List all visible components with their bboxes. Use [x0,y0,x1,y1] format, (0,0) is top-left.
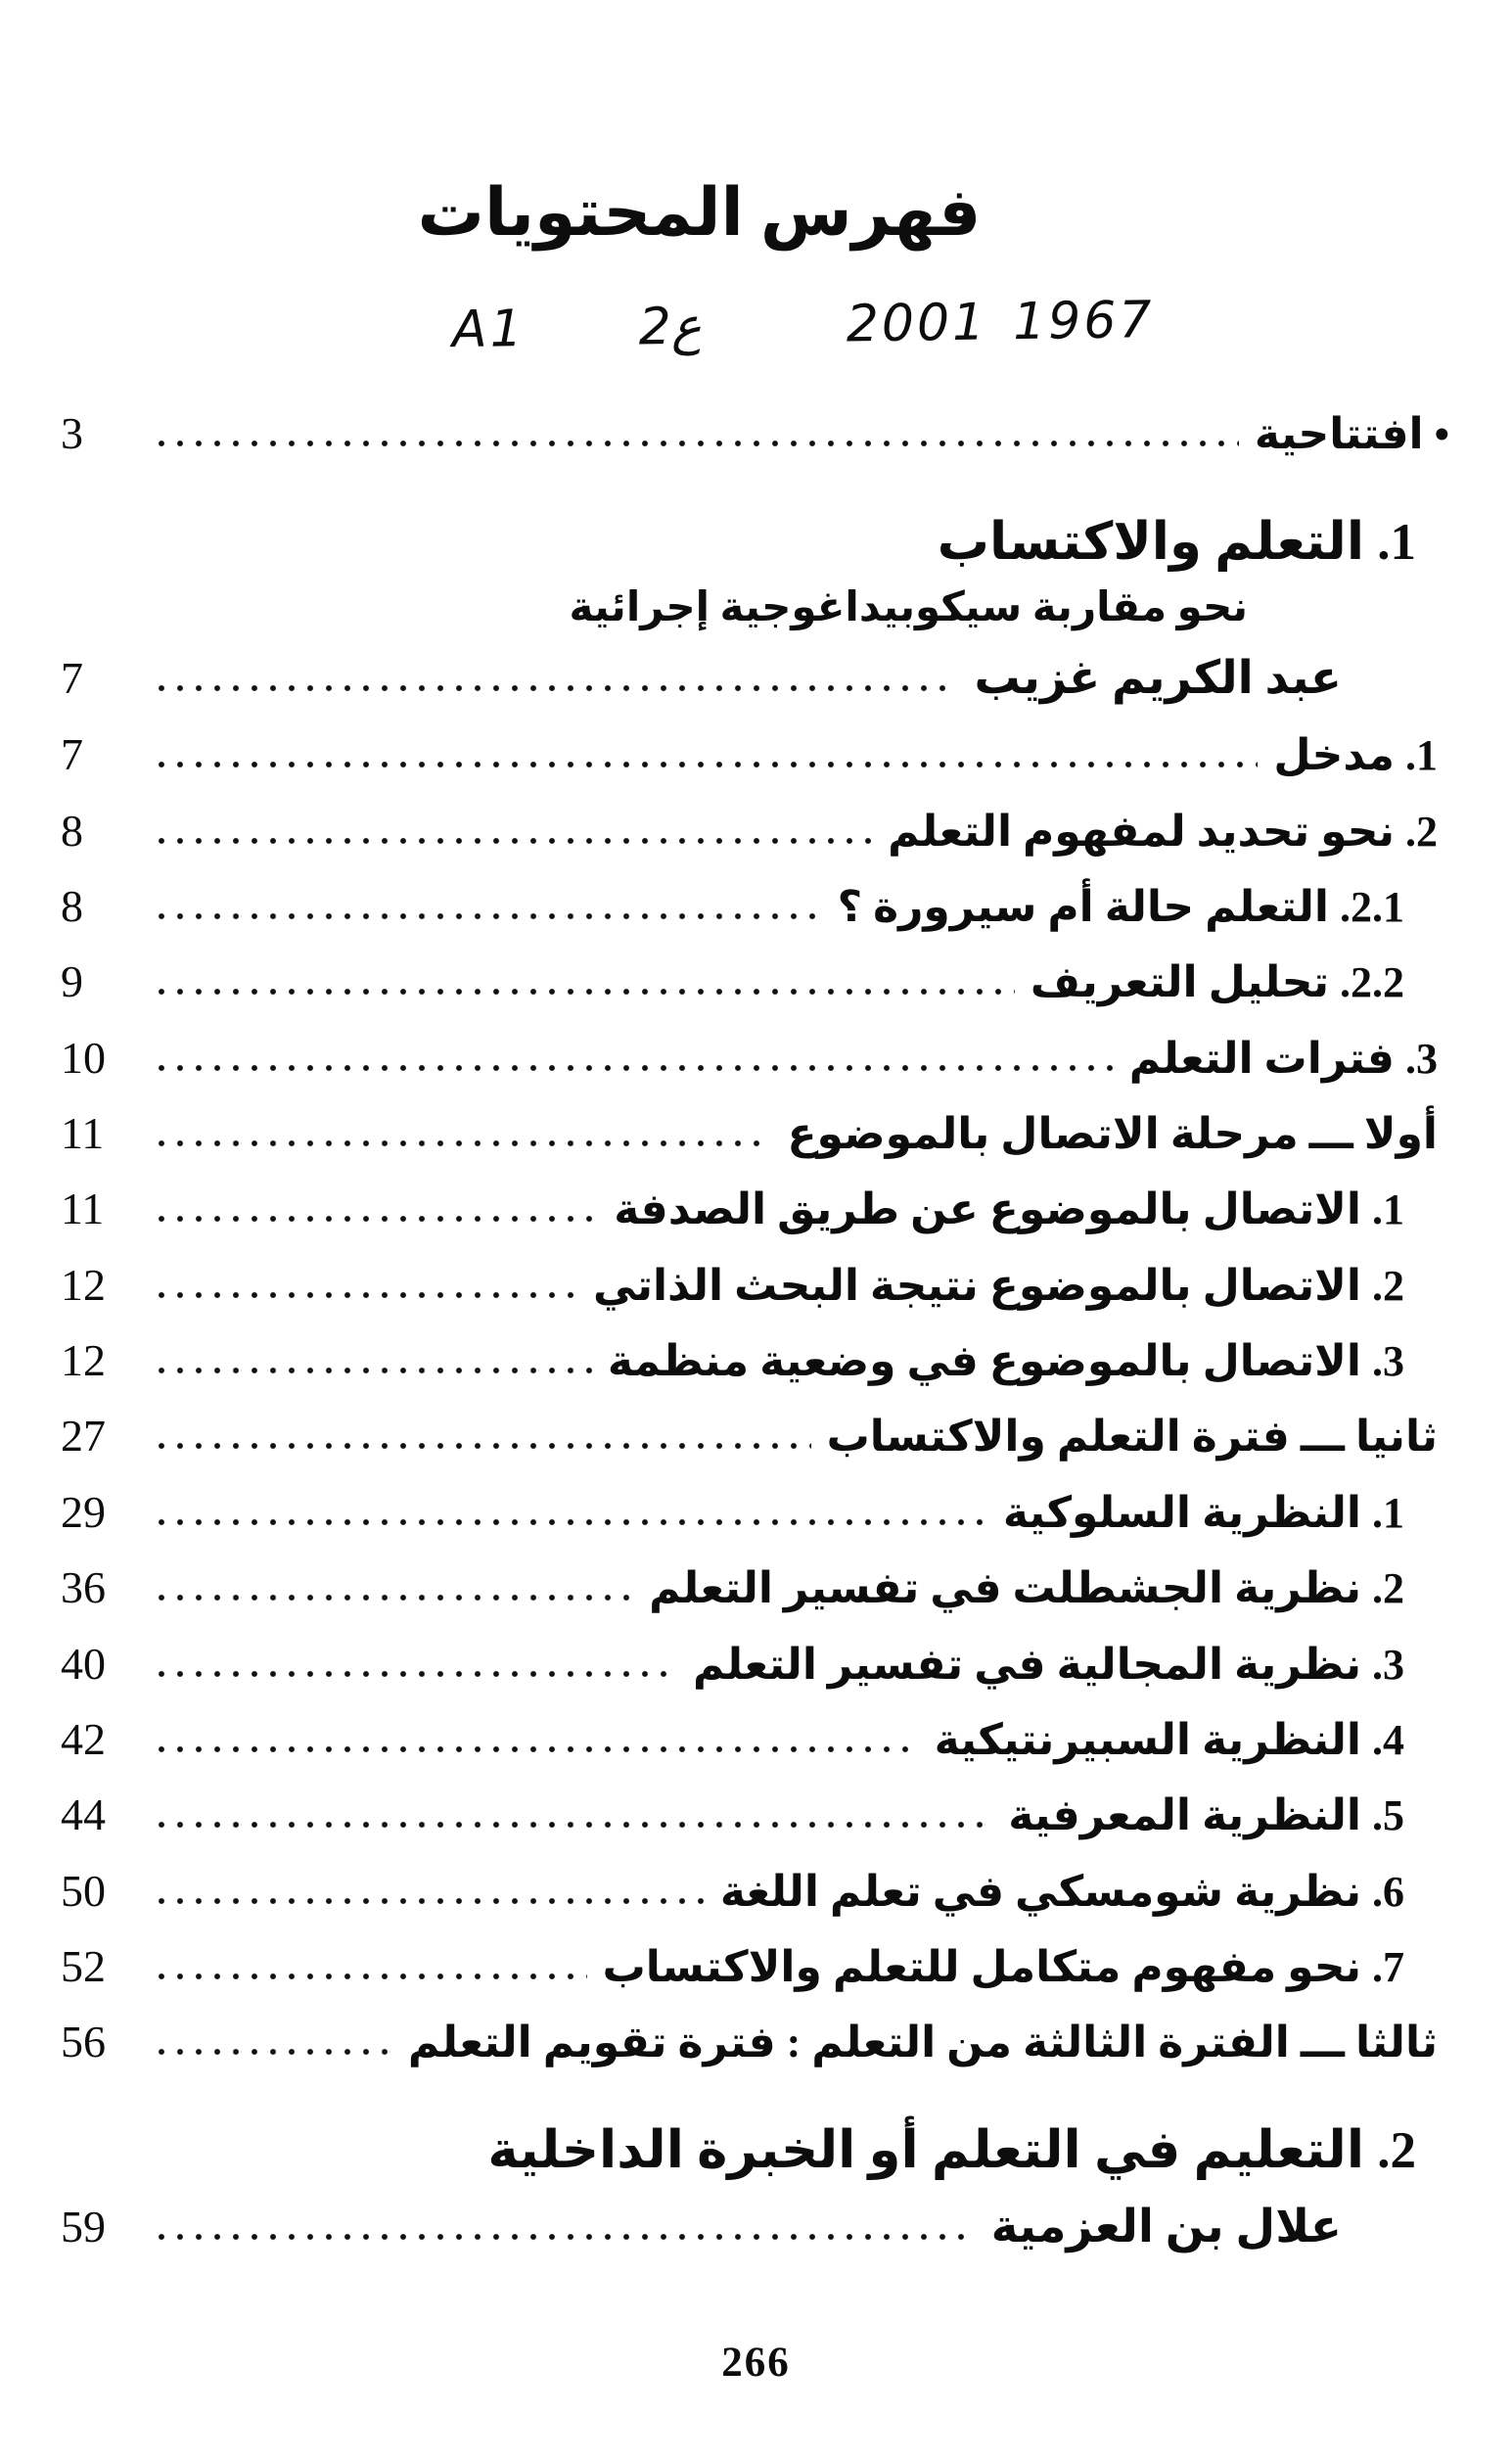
toc-entry-page: 3 [61,408,83,459]
toc-entry-page: 40 [61,1638,106,1689]
toc-entry-label: 1. الاتصال بالموضوع عن طريق الصدفة [614,1185,1404,1234]
toc-entry-label: 7. نحو مفهوم متكامل للتعلم والاكتساب [602,1943,1404,1991]
toc-entry-page: 29 [61,1486,106,1537]
toc-entry-label: 4. النظرية السبيرنتيكية [934,1715,1404,1764]
toc-entry-label: 1. النظرية السلوكية [1002,1488,1404,1537]
toc-row [61,1410,1451,1462]
toc-entry-label: 2. نحو تحديد لمفهوم التعلم [888,807,1438,856]
toc-entry-label: 2. التعليم في التعلم أو الخبرة الداخلية [487,2121,1416,2179]
toc-entry-page: 52 [61,1941,106,1991]
toc-row [61,1107,1451,1159]
toc-entry-label: 6. نظرية شومسكي في تعلم اللغة [719,1867,1404,1916]
toc-row [61,407,1451,459]
toc-entry-label: 2. نظرية الجشطلت في تفسير التعلم [649,1564,1404,1613]
dotted-leader [159,1972,587,1981]
dotted-leader [159,1517,987,1527]
dotted-leader [159,1896,705,1906]
dotted-leader [159,683,958,693]
dotted-leader [159,760,1258,769]
handwritten-inscription [452,287,1452,359]
toc-entry-page: 11 [61,1184,105,1234]
toc-row [61,1032,1451,1084]
toc-row [61,1940,1451,1992]
toc-entry-page: 12 [61,1259,106,1310]
toc-row [61,728,1451,780]
toc-entry-page: 27 [61,1411,106,1462]
toc-row [61,513,1451,573]
toc-entry-label: علال بن العزمية [990,2202,1342,2253]
dotted-leader [159,1214,598,1224]
dotted-leader [159,2047,392,2057]
toc-row [61,1865,1451,1917]
toc-entry-label: ثالثا ـــ الفترة الثالثة من التعلم : فترة تقويم التعلم [407,2019,1438,2067]
inscription-token: 2001 [846,293,988,354]
toc-entry-page: 36 [61,1562,106,1613]
toc-entry-page: 59 [61,2202,106,2252]
toc-row [61,805,1451,857]
footer-page-number: 266 [721,2340,791,2386]
toc-entry-label: 1. مدخل [1273,731,1438,780]
toc-entry-label: ثانيا ـــ فترة التعلم والاكتساب [826,1413,1438,1462]
toc-entry-label: أولا ـــ مرحلة الاتصال بالموضوع [787,1110,1438,1159]
toc-entry-page: 8 [61,880,83,931]
toc-row [61,2016,1451,2067]
toc-entry-page: 12 [61,1335,106,1386]
toc-row [61,1788,1451,1840]
toc-row [61,1334,1451,1386]
dotted-leader [159,439,1239,448]
toc-row [61,1486,1451,1538]
toc-row [61,2121,1451,2181]
inscription-token: 1967 [1012,291,1155,352]
toc-row [61,1638,1451,1690]
toc-entry-label: 2.1. التعلم حالة أم سيرورة ؟ [837,882,1404,931]
toc-entry-page: 44 [61,1789,106,1840]
toc-entry-page: 7 [61,729,83,780]
toc-entry-page: 11 [61,1108,105,1159]
toc-entry-page: 8 [61,805,83,856]
toc-entry-label: • افتتاحية [1254,410,1449,459]
dotted-leader [159,1669,677,1679]
toc-row [61,584,1451,632]
toc-entry-page: 50 [61,1865,106,1916]
inscription-token: 2ع [638,297,703,357]
toc-entry-label: 1. التعلم والاكتساب [937,513,1416,571]
toc-entry-page: 10 [61,1032,106,1083]
toc-entry-label: عبد الكريم غزيب [974,652,1342,704]
dotted-leader [159,1744,919,1754]
toc-row [61,2201,1451,2254]
dotted-leader [159,1063,1114,1073]
toc-row [61,955,1451,1007]
toc-entry-page: 42 [61,1713,106,1764]
dotted-leader [159,1366,592,1375]
toc-entry-label: 3. فترات التعلم [1128,1034,1438,1083]
toc-entry-label: 2.2. تحليل التعريف [1030,958,1404,1007]
toc-entry-label: نحو مقاربة سيكوبيداغوجية إجرائية [569,585,1248,631]
dotted-leader [159,1441,811,1451]
toc-entry-page: 56 [61,2017,106,2067]
toc-row [61,1183,1451,1234]
toc-entry-label: 3. الاتصال بالموضوع في وضعية منظمة [607,1337,1404,1386]
dotted-leader [159,1593,633,1602]
dotted-leader [159,987,1015,997]
toc-entry-label: 3. نظرية المجالية في تفسير التعلم [693,1640,1404,1689]
dotted-leader [159,1138,771,1148]
toc-list [61,407,1451,2254]
dotted-leader [159,2232,976,2242]
toc-row [61,1561,1451,1613]
toc-entry-page: 7 [61,652,83,703]
toc-entry-page: 9 [61,956,83,1007]
dotted-leader [159,1290,577,1300]
inscription-token: A1 [451,300,527,360]
dotted-leader [159,911,822,921]
page-title: فهرس المحتويات [417,175,982,250]
toc-row [61,880,1451,932]
toc-row [61,1713,1451,1765]
toc-row [61,1259,1451,1311]
toc-entry-label: 5. النظرية المعرفية [1008,1791,1404,1840]
toc-row [61,652,1451,706]
dotted-leader [159,1820,992,1830]
toc-entry-label: 2. الاتصال بالموضوع نتيجة البحث الذاتي [592,1261,1404,1310]
dotted-leader [159,836,872,846]
